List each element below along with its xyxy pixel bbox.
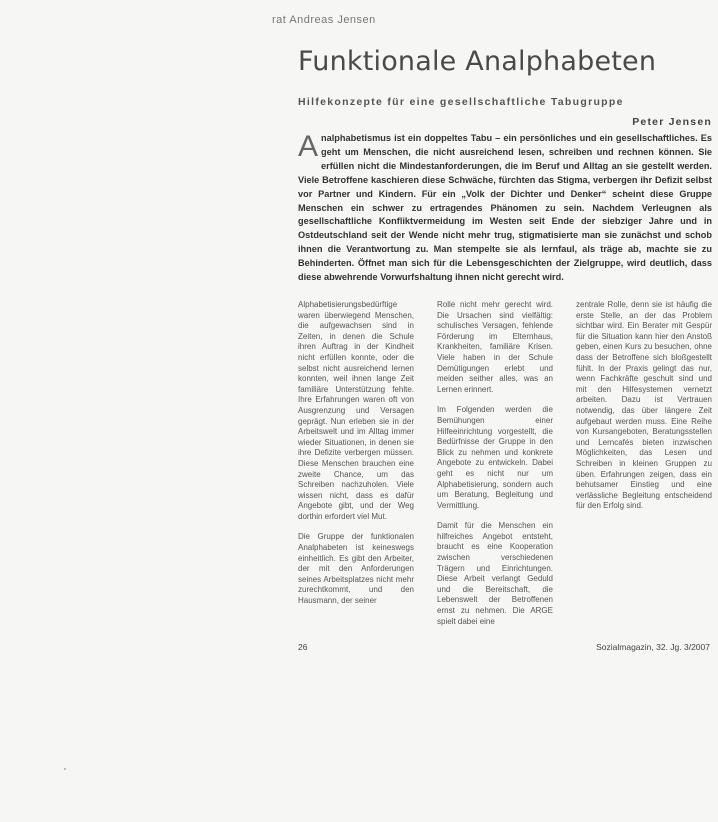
text-column-3: [576, 300, 712, 638]
lead-paragraph: [298, 132, 712, 285]
lead-text: nalphabetismus ist ein doppeltes Tabu – ein persönliches und ein gesellschaftliches. Es geht um Menschen, die nicht ausreichend lesen, schreiben und rechnen können. Sie erfüllen nicht die Mindestanforderungen, die im Beruf und Alltag an sie gestellt werden. Viele Betroffene kaschieren diese Schwäche, fürchten das Stigma, verbergen ihr Defizit selbst vor Partner und Kindern. Für ein „Volk der Dichter und Denker“ scheint diese Gruppe Menschen ein schwer zu ertragendes Phänomen zu sein. Nachdem Verleugnen als gesellschaftliche Konfliktvermeidung im Westen seit Ende der siebziger Jahre und in Ostdeutschland seit der Wende nicht mehr trug, stigmatisierte man sie zunächst und schob ihnen die Verantwortung zu. Man stempelte sie als lernfaul, als träge ab, machte sie zu Behinderten. Öffnet man sich für die Lebensgeschichten der Zielgruppe, wird deutlich, dass diese abwehrende Vorwurfshaltung ihnen nicht gerecht wird.: [298, 133, 712, 283]
drop-cap: A: [298, 130, 319, 163]
column-paragraph: zentrale Rolle, denn sie ist häufig die erste Stelle, an der das Problem sichtbar wird. Ein Berater mit Gespür für die Situation kann hier den Anstoß geben, einen Kurs zu besuchen, ohne dass der Betroffene sich bloßgestellt fühlt. In der Praxis gelingt das nur, wenn Fachkräfte geschult sind und mit den Hilfesystemen vernetzt arbeiten. Dazu ist Vertrauen notwendig, das über längere Zeit aufgebaut werden muss. Eine Reihe von Kursangeboten, Beratungsstellen und Lerncafés bieten inzwischen Möglichkeiten, das Lesen und Schreiben in kleinen Gruppen zu üben. Erfahrungen zeigen, dass ein behutsamer Einstieg und eine verlässliche Begleitung entscheidend für den Erfolg sind.: [576, 300, 712, 511]
column-paragraph: Die Gruppe der funktionalen Analphabeten ist keineswegs einheitlich. Es gibt den Arbeiter, der mit den Anforderungen seines Arbeitsplatzes nicht mehr zurechtkommt, und den Hausmann, der seiner: [298, 532, 414, 606]
scan-artifact: [64, 768, 66, 770]
journal-reference: Sozialmagazin, 32. Jg. 3/2007: [596, 642, 710, 652]
section-tag: rat Andreas Jensen: [272, 14, 376, 26]
text-column-1: [298, 300, 414, 638]
text-column-2: [437, 300, 553, 638]
page-number: 26: [298, 642, 308, 652]
article-title: Funktionale Analphabeten: [298, 46, 657, 77]
column-paragraph: Rolle nicht mehr gerecht wird. Die Ursachen sind vielfältig: schulisches Versagen, fehlende Förderung im Elternhaus, Krankheiten, familiäre Krisen. Viele haben in der Schule Demütigungen erlebt und meiden seither alles, was an Lernen erinnert.: [437, 300, 553, 394]
column-paragraph: Alphabetisierungsbedürftige waren überwiegend Menschen, die aufgewachsen sind in Zeiten, in denen die Schule ihren Auftrag in der Kindheit nicht erfüllen konnte, oder die selbst nicht ausreichend lernen konnten, weil ihnen lange Zeit familiäre Unterstützung fehlte. Ihre Erfahrungen waren oft von Ausgrenzung und Versagen geprägt. Nun erleben sie in der Arbeitswelt und im Alltag immer wieder Situationen, in denen sie ihre Defizite verbergen müssen. Diese Menschen brauchen eine zweite Chance, um das Schreiben nachzuholen. Viele wissen nicht, dass es dafür Angebote gibt, und der Weg dorthin erfordert viel Mut.: [298, 300, 414, 521]
column-paragraph: Im Folgenden werden die Bemühungen einer Hilfeeinrichtung vorgestellt, die Bedürfnisse der Gruppe in den Blick zu nehmen und konkrete Angebote zu entwickeln. Dabei geht es nicht nur um Alphabetisierung, sondern auch um Beratung, Begleitung und Vermittlung.: [437, 405, 553, 510]
author-name: Peter Jensen: [632, 116, 712, 128]
column-paragraph: Damit für die Menschen ein hilfreiches Angebot entsteht, braucht es eine Kooperation zwischen verschiedenen Trägern und Einrichtungen. Diese Arbeit verlangt Geduld und die Bereitschaft, die Lebenswelt der Betroffenen ernst zu nehmen. Die ARGE spielt dabei eine: [437, 521, 553, 626]
article-subtitle: Hilfekonzepte für eine gesellschaftliche Tabugruppe: [298, 96, 624, 108]
